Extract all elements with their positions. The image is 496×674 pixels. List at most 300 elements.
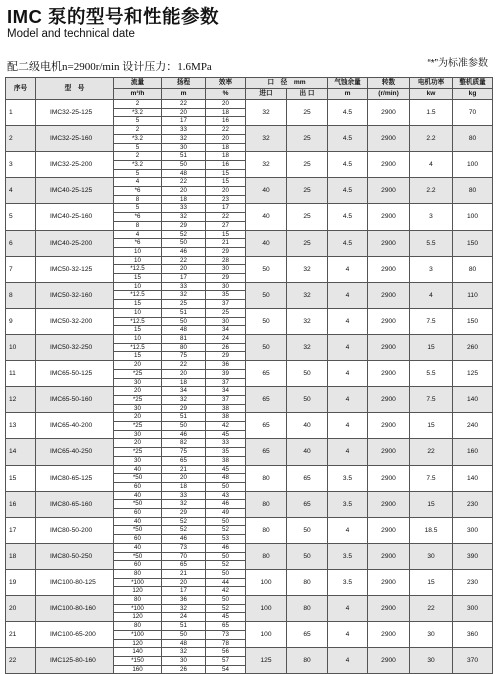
head-value: 50 (162, 160, 206, 169)
speed-value: 2900 (368, 596, 410, 622)
head-value: 29 (162, 221, 206, 230)
efficiency-value: 15 (206, 230, 246, 239)
efficiency-value: 20 (206, 187, 246, 196)
inlet-diameter: 50 (246, 282, 287, 308)
row-number: 5 (6, 204, 36, 230)
page-subtitle: Model and technical date (7, 28, 135, 40)
motor-power: 15 (410, 413, 453, 439)
motor-power: 5.5 (410, 230, 453, 256)
efficiency-value: 30 (206, 282, 246, 291)
head-value: 20 (162, 265, 206, 274)
head-value: 75 (162, 448, 206, 457)
npsh-value: 3.5 (328, 465, 368, 491)
head-value: 33 (162, 282, 206, 291)
unit-weight-value: 240 (453, 413, 493, 439)
unit-weight-value: 230 (453, 569, 493, 595)
flow-value: 60 (114, 509, 162, 518)
row-number: 1 (6, 100, 36, 126)
motor-power: 7.5 (410, 387, 453, 413)
flow-value: 20 (114, 387, 162, 396)
efficiency-value: 56 (206, 648, 246, 657)
motor-power: 7.5 (410, 465, 453, 491)
speed-value: 2900 (368, 152, 410, 178)
head-value: 48 (162, 169, 206, 178)
flow-value: *100 (114, 604, 162, 613)
inlet-diameter: 65 (246, 413, 287, 439)
model-name: IMC125-80-160 (36, 648, 114, 674)
outlet-diameter: 25 (287, 178, 328, 204)
npsh-value: 4 (328, 361, 368, 387)
head-value: 81 (162, 334, 206, 343)
inlet-diameter: 100 (246, 569, 287, 595)
flow-value: 10 (114, 282, 162, 291)
header-power: 电机功率 (410, 78, 453, 89)
speed-value: 2900 (368, 256, 410, 282)
head-value: 48 (162, 326, 206, 335)
flow-value: *150 (114, 657, 162, 666)
head-value: 50 (162, 317, 206, 326)
speed-value: 2900 (368, 100, 410, 126)
npsh-value: 4 (328, 439, 368, 465)
outlet-diameter: 25 (287, 230, 328, 256)
flow-value: 80 (114, 569, 162, 578)
efficiency-value: 38 (206, 456, 246, 465)
efficiency-value: 38 (206, 404, 246, 413)
head-value: 65 (162, 561, 206, 570)
row-number: 11 (6, 361, 36, 387)
head-value: 51 (162, 622, 206, 631)
motor-power: 30 (410, 543, 453, 569)
header-npsh: 气蚀余量 (328, 78, 368, 89)
table-row (6, 596, 493, 605)
flow-value: 5 (114, 117, 162, 126)
head-value: 50 (162, 422, 206, 431)
table-row (6, 308, 493, 317)
efficiency-value: 73 (206, 630, 246, 639)
inlet-diameter: 80 (246, 491, 287, 517)
inlet-diameter: 40 (246, 204, 287, 230)
unit-weight-value: 300 (453, 517, 493, 543)
efficiency-value: 49 (206, 509, 246, 518)
inlet-diameter: 125 (246, 648, 287, 674)
outlet-diameter: 25 (287, 126, 328, 152)
unit-weight-value: 80 (453, 126, 493, 152)
efficiency-value: 22 (206, 213, 246, 222)
unit-weight-value: 140 (453, 387, 493, 413)
inlet-diameter: 65 (246, 439, 287, 465)
efficiency-value: 45 (206, 465, 246, 474)
flow-value: *100 (114, 630, 162, 639)
flow-value: *12.5 (114, 291, 162, 300)
npsh-value: 4.5 (328, 126, 368, 152)
motor-power: 7.5 (410, 308, 453, 334)
head-value: 29 (162, 509, 206, 518)
unit-speed: (r/min) (368, 89, 410, 100)
table-row (6, 413, 493, 422)
speed-value: 2900 (368, 465, 410, 491)
unit-npsh: m (328, 89, 368, 100)
head-value: 80 (162, 343, 206, 352)
flow-value: *25 (114, 395, 162, 404)
flow-value: 40 (114, 517, 162, 526)
inlet-diameter: 50 (246, 334, 287, 360)
head-value: 50 (162, 630, 206, 639)
row-number: 16 (6, 491, 36, 517)
flow-value: *12.5 (114, 317, 162, 326)
efficiency-value: 52 (206, 604, 246, 613)
motor-power: 3 (410, 256, 453, 282)
flow-value: 20 (114, 413, 162, 422)
flow-value: *50 (114, 500, 162, 509)
row-number: 12 (6, 387, 36, 413)
inlet-diameter: 40 (246, 230, 287, 256)
head-value: 33 (162, 491, 206, 500)
row-number: 14 (6, 439, 36, 465)
head-value: 26 (162, 665, 206, 674)
flow-value: *25 (114, 448, 162, 457)
outlet-diameter: 65 (287, 465, 328, 491)
head-value: 18 (162, 482, 206, 491)
header-diameter: 口 径 mm (246, 78, 328, 89)
flow-value: 10 (114, 256, 162, 265)
unit-weight-value: 230 (453, 491, 493, 517)
efficiency-value: 26 (206, 343, 246, 352)
head-value: 20 (162, 578, 206, 587)
model-name: IMC65-50-125 (36, 361, 114, 387)
table-row (6, 648, 493, 657)
table-row (6, 517, 493, 526)
npsh-value: 3.5 (328, 569, 368, 595)
npsh-value: 4 (328, 596, 368, 622)
inlet-diameter: 40 (246, 178, 287, 204)
head-value: 46 (162, 430, 206, 439)
head-value: 50 (162, 239, 206, 248)
flow-value: 10 (114, 247, 162, 256)
npsh-value: 4 (328, 517, 368, 543)
flow-value: *6 (114, 239, 162, 248)
head-value: 52 (162, 517, 206, 526)
flow-value: *3.2 (114, 160, 162, 169)
head-value: 17 (162, 117, 206, 126)
flow-value: 80 (114, 596, 162, 605)
row-number: 17 (6, 517, 36, 543)
table-row (6, 152, 493, 161)
head-value: 20 (162, 369, 206, 378)
model-name: IMC80-65-160 (36, 491, 114, 517)
row-number: 13 (6, 413, 36, 439)
npsh-value: 4 (328, 334, 368, 360)
efficiency-value: 18 (206, 143, 246, 152)
flow-value: 15 (114, 326, 162, 335)
motor-power: 2.2 (410, 126, 453, 152)
inlet-diameter: 32 (246, 126, 287, 152)
efficiency-value: 35 (206, 291, 246, 300)
efficiency-value: 50 (206, 517, 246, 526)
row-number: 2 (6, 126, 36, 152)
header-eff: 效率 (206, 78, 246, 89)
unit-weight-value: 370 (453, 648, 493, 674)
head-value: 51 (162, 308, 206, 317)
speed-value: 2900 (368, 517, 410, 543)
speed-value: 2900 (368, 491, 410, 517)
model-name: IMC65-40-250 (36, 439, 114, 465)
speed-value: 2900 (368, 622, 410, 648)
outlet-diameter: 25 (287, 152, 328, 178)
row-number: 18 (6, 543, 36, 569)
flow-value: 80 (114, 622, 162, 631)
efficiency-value: 28 (206, 256, 246, 265)
flow-value: *3.2 (114, 134, 162, 143)
flow-value: 5 (114, 204, 162, 213)
outlet-diameter: 40 (287, 439, 328, 465)
unit-weight-value: 80 (453, 178, 493, 204)
efficiency-value: 21 (206, 239, 246, 248)
head-value: 20 (162, 108, 206, 117)
motor-power: 5.5 (410, 361, 453, 387)
speed-value: 2900 (368, 569, 410, 595)
outlet-diameter: 50 (287, 361, 328, 387)
table-row (6, 622, 493, 631)
speed-value: 2900 (368, 230, 410, 256)
efficiency-value: 16 (206, 117, 246, 126)
outlet-diameter: 80 (287, 648, 328, 674)
header-speed: 转数 (368, 78, 410, 89)
flow-value: 40 (114, 465, 162, 474)
efficiency-value: 43 (206, 491, 246, 500)
model-name: IMC50-32-160 (36, 282, 114, 308)
efficiency-value: 33 (206, 439, 246, 448)
unit-head: m (162, 89, 206, 100)
head-value: 73 (162, 543, 206, 552)
efficiency-value: 29 (206, 274, 246, 283)
unit-weight-value: 150 (453, 230, 493, 256)
head-value: 32 (162, 134, 206, 143)
flow-value: 15 (114, 352, 162, 361)
outlet-diameter: 50 (287, 387, 328, 413)
table-row (6, 100, 493, 109)
motor-power: 30 (410, 622, 453, 648)
speed-value: 2900 (368, 439, 410, 465)
flow-value: 2 (114, 126, 162, 135)
head-value: 30 (162, 657, 206, 666)
unit-weight-value: 110 (453, 282, 493, 308)
npsh-value: 4 (328, 622, 368, 648)
flow-value: 30 (114, 456, 162, 465)
model-name: IMC65-40-200 (36, 413, 114, 439)
npsh-value: 4.5 (328, 204, 368, 230)
unit-weight-value: 100 (453, 204, 493, 230)
row-number: 10 (6, 334, 36, 360)
model-name: IMC65-50-160 (36, 387, 114, 413)
efficiency-value: 29 (206, 247, 246, 256)
motor-power: 2.2 (410, 178, 453, 204)
efficiency-value: 34 (206, 326, 246, 335)
flow-value: 20 (114, 361, 162, 370)
head-value: 82 (162, 439, 206, 448)
npsh-value: 4.5 (328, 178, 368, 204)
head-value: 32 (162, 291, 206, 300)
unit-weight-value: 260 (453, 334, 493, 360)
efficiency-value: 50 (206, 596, 246, 605)
efficiency-value: 57 (206, 657, 246, 666)
header-outlet: 出 口 (287, 89, 328, 100)
efficiency-value: 36 (206, 361, 246, 370)
inlet-diameter: 32 (246, 100, 287, 126)
head-value: 25 (162, 300, 206, 309)
flow-value: *25 (114, 369, 162, 378)
header-flow: 流量 (114, 78, 162, 89)
efficiency-value: 37 (206, 378, 246, 387)
head-value: 52 (162, 526, 206, 535)
table-row (6, 439, 493, 448)
head-value: 51 (162, 413, 206, 422)
unit-weight-value: 80 (453, 256, 493, 282)
flow-value: 15 (114, 300, 162, 309)
motor-power: 18.5 (410, 517, 453, 543)
motor-power: 15 (410, 491, 453, 517)
npsh-value: 4 (328, 648, 368, 674)
efficiency-value: 30 (206, 317, 246, 326)
npsh-value: 4 (328, 387, 368, 413)
row-number: 6 (6, 230, 36, 256)
page-title: IMC 泵的型号和性能参数 (7, 6, 220, 27)
flow-value: *6 (114, 213, 162, 222)
flow-value: *6 (114, 187, 162, 196)
row-number: 9 (6, 308, 36, 334)
npsh-value: 4.5 (328, 100, 368, 126)
flow-value: 60 (114, 535, 162, 544)
motor-power: 15 (410, 334, 453, 360)
flow-value: 120 (114, 613, 162, 622)
speed-value: 2900 (368, 178, 410, 204)
unit-power: kw (410, 89, 453, 100)
header-head: 扬程 (162, 78, 206, 89)
model-name: IMC40-25-125 (36, 178, 114, 204)
efficiency-value: 48 (206, 474, 246, 483)
efficiency-value: 25 (206, 308, 246, 317)
efficiency-value: 52 (206, 526, 246, 535)
head-value: 33 (162, 204, 206, 213)
unit-weight-value: 300 (453, 596, 493, 622)
head-value: 17 (162, 274, 206, 283)
table-row (6, 361, 493, 370)
speed-value: 2900 (368, 204, 410, 230)
motor-power: 22 (410, 439, 453, 465)
inlet-diameter: 100 (246, 622, 287, 648)
outlet-diameter: 40 (287, 413, 328, 439)
table-body (6, 100, 493, 674)
motor-power: 4 (410, 152, 453, 178)
flow-value: 15 (114, 274, 162, 283)
efficiency-value: 45 (206, 613, 246, 622)
head-value: 18 (162, 378, 206, 387)
flow-value: 30 (114, 430, 162, 439)
efficiency-value: 30 (206, 265, 246, 274)
head-value: 17 (162, 587, 206, 596)
efficiency-value: 20 (206, 100, 246, 109)
model-name: IMC100-80-125 (36, 569, 114, 595)
flow-value: 10 (114, 334, 162, 343)
outlet-diameter: 32 (287, 308, 328, 334)
flow-value: 40 (114, 543, 162, 552)
flow-value: 40 (114, 491, 162, 500)
inlet-diameter: 32 (246, 152, 287, 178)
flow-value: 8 (114, 221, 162, 230)
head-value: 18 (162, 195, 206, 204)
head-value: 30 (162, 143, 206, 152)
model-name: IMC80-65-125 (36, 465, 114, 491)
head-value: 24 (162, 613, 206, 622)
flow-value: 2 (114, 152, 162, 161)
speed-value: 2900 (368, 361, 410, 387)
head-value: 29 (162, 404, 206, 413)
model-name: IMC32-25-200 (36, 152, 114, 178)
head-value: 21 (162, 465, 206, 474)
unit-weight: kg (453, 89, 493, 100)
flow-value: 30 (114, 404, 162, 413)
row-number: 8 (6, 282, 36, 308)
efficiency-value: 50 (206, 482, 246, 491)
table-row (6, 230, 493, 239)
unit-weight-value: 150 (453, 308, 493, 334)
efficiency-value: 53 (206, 535, 246, 544)
flow-value: 5 (114, 143, 162, 152)
efficiency-value: 20 (206, 134, 246, 143)
unit-weight-value: 390 (453, 543, 493, 569)
head-value: 32 (162, 648, 206, 657)
efficiency-value: 50 (206, 569, 246, 578)
npsh-value: 4.5 (328, 152, 368, 178)
efficiency-value: 39 (206, 369, 246, 378)
head-value: 65 (162, 456, 206, 465)
table-row (6, 126, 493, 135)
speed-value: 2900 (368, 648, 410, 674)
flow-value: 120 (114, 587, 162, 596)
unit-weight-value: 125 (453, 361, 493, 387)
unit-weight-value: 70 (453, 100, 493, 126)
outlet-diameter: 32 (287, 256, 328, 282)
motor-power: 22 (410, 596, 453, 622)
model-name: IMC50-32-200 (36, 308, 114, 334)
flow-value: *12.5 (114, 343, 162, 352)
npsh-value: 4 (328, 413, 368, 439)
inlet-diameter: 65 (246, 387, 287, 413)
model-name: IMC80-50-250 (36, 543, 114, 569)
outlet-diameter: 32 (287, 282, 328, 308)
row-number: 15 (6, 465, 36, 491)
row-number: 4 (6, 178, 36, 204)
inlet-diameter: 50 (246, 256, 287, 282)
efficiency-value: 34 (206, 387, 246, 396)
head-value: 36 (162, 596, 206, 605)
flow-value: 120 (114, 639, 162, 648)
motor-power: 4 (410, 282, 453, 308)
efficiency-value: 65 (206, 622, 246, 631)
motor-power: 30 (410, 648, 453, 674)
efficiency-value: 27 (206, 221, 246, 230)
head-value: 52 (162, 230, 206, 239)
head-value: 32 (162, 213, 206, 222)
efficiency-value: 52 (206, 561, 246, 570)
head-value: 33 (162, 126, 206, 135)
table-row (6, 569, 493, 578)
efficiency-value: 18 (206, 152, 246, 161)
efficiency-value: 50 (206, 552, 246, 561)
efficiency-value: 22 (206, 126, 246, 135)
speed-value: 2900 (368, 413, 410, 439)
flow-value: 20 (114, 439, 162, 448)
npsh-value: 4 (328, 282, 368, 308)
